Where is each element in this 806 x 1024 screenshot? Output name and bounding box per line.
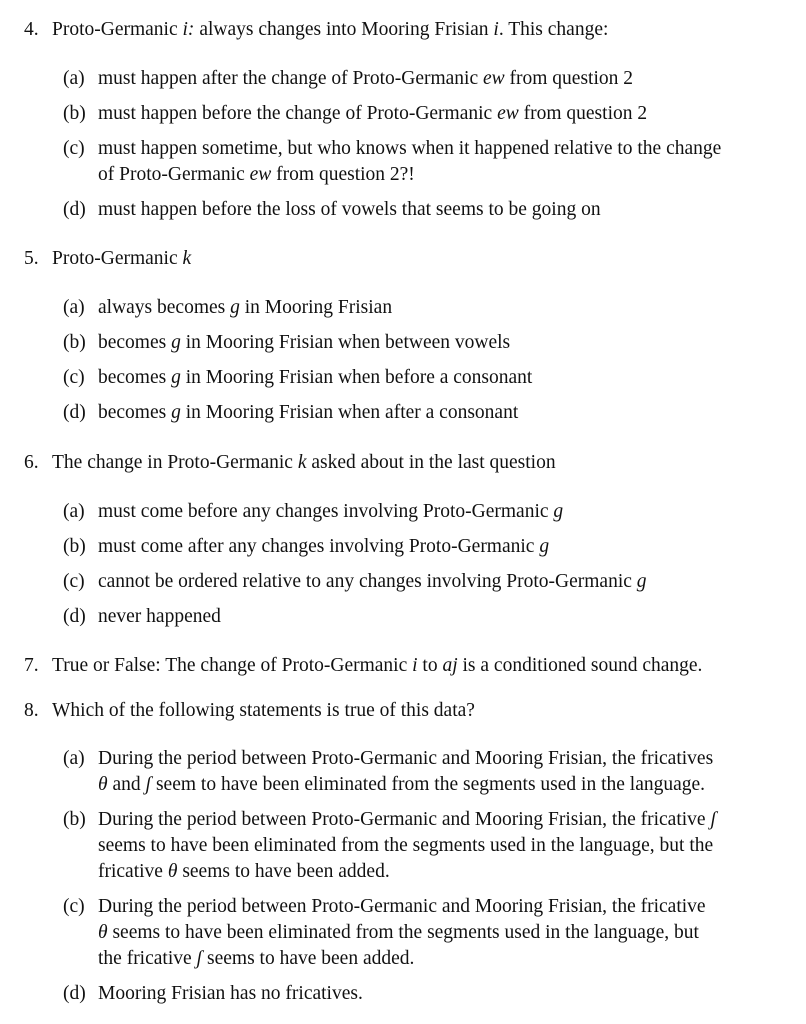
question-stem: 5. Proto-Germanic k [24,246,784,272]
option-6a: (a) must come before any changes involving Proto-Germanic g [63,501,564,522]
question-5 [24,246,784,272]
option-5a: (a) always becomes g in Mooring Frisian [63,297,393,318]
question-stem: 8. Which of the following statements is true of this data? [24,698,784,724]
option-4d: (d) must happen before the loss of vowels that seems to be going on [63,199,601,220]
option-6b: (b) must come after any changes involving Proto-Germanic g [63,536,550,557]
option-4c: (c) must happen sometime, but who knows when it happened relative to the change of Proto-Germanic ew from question 2?! [63,138,722,185]
question-stem: 7. True or False: The change of Proto-Germanic i to aj is a conditioned sound change. [24,653,784,679]
option-4a: (a) must happen after the change of Proto-Germanic ew from question 2 [63,68,634,89]
option-8a: (a) During the period between Proto-Germanic and Mooring Frisian, the fricatives θ and ʃ seem to have been eliminated from the segments used in the language. [63,748,714,795]
question-number: 7. [24,655,39,676]
question-8 [24,698,784,724]
question-number: 5. [24,248,39,269]
option-4b: (b) must happen before the change of Proto-Germanic ew from question 2 [63,103,648,124]
question-stem: 4. Proto-Germanic i: always changes into Mooring Frisian i. This change: [24,17,784,43]
option-5b: (b) becomes g in Mooring Frisian when between vowels [63,332,511,353]
option-6d: (d) never happened [63,606,221,627]
question-number: 6. [24,452,39,473]
question-number: 4. [24,19,39,40]
option-8c: (c) During the period between Proto-Germanic and Mooring Frisian, the fricative θ seems to have been eliminated from the segments used in the language, but the fricative ʃ seems to have been added. [63,896,706,969]
question-4 [24,17,784,43]
option-8b: (b) During the period between Proto-Germanic and Mooring Frisian, the fricative ʃ seems to have been eliminated from the segments used in the language, but the fricative θ seems to have been added. [63,809,717,882]
question-7 [24,653,784,679]
option-6c: (c) cannot be ordered relative to any changes involving Proto-Germanic g [63,571,647,592]
question-6 [24,450,784,476]
option-5c: (c) becomes g in Mooring Frisian when before a consonant [63,367,533,388]
option-5d: (d) becomes g in Mooring Frisian when after a consonant [63,402,519,423]
question-number: 8. [24,700,39,721]
option-8d: (d) Mooring Frisian has no fricatives. [63,983,363,1004]
question-stem: 6. The change in Proto-Germanic k asked about in the last question [24,450,784,476]
